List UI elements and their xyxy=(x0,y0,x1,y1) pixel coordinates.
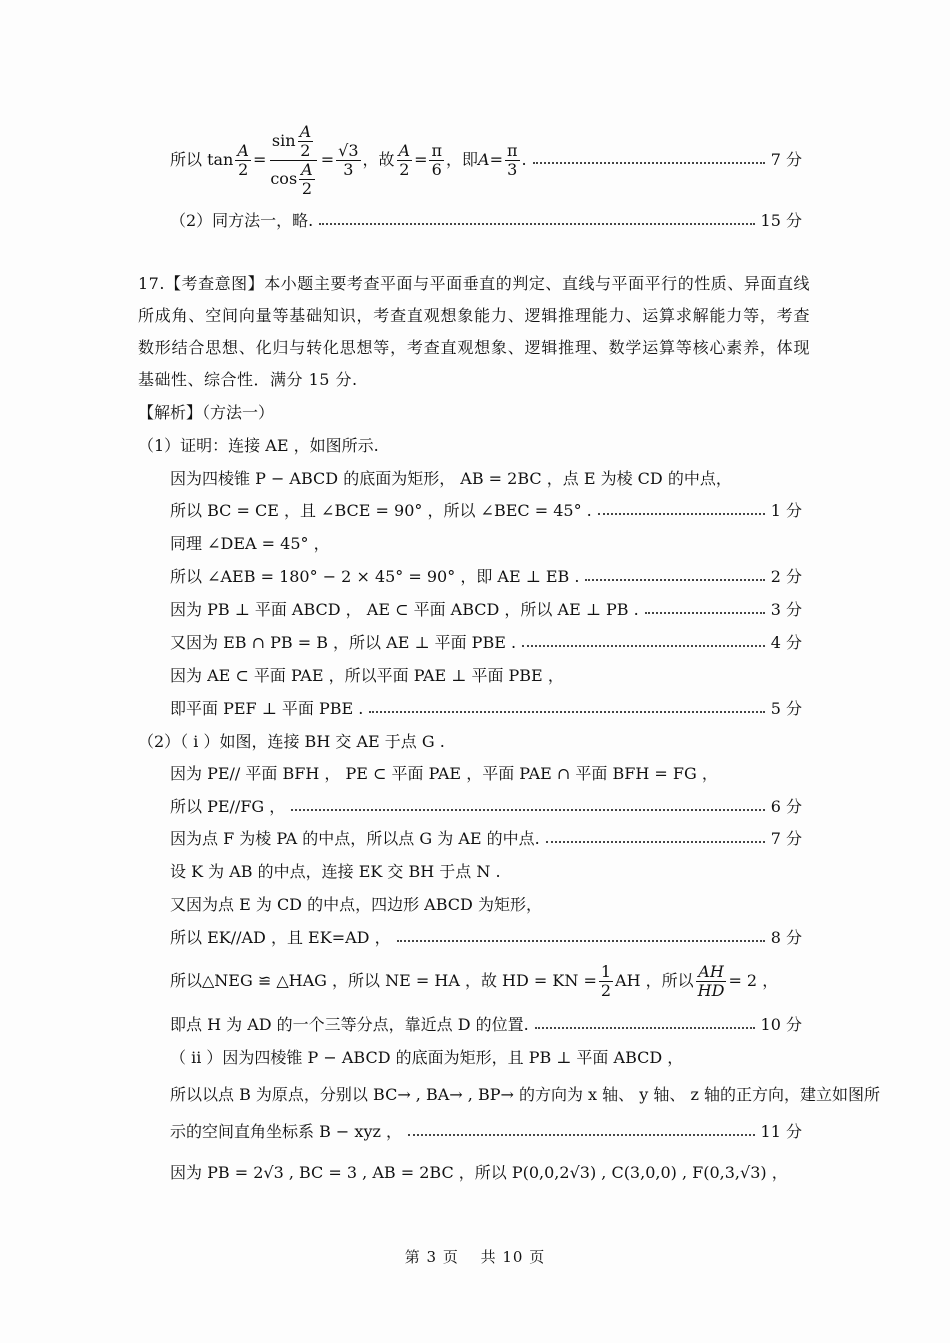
solution-line xyxy=(170,796,802,818)
leader-dots xyxy=(291,809,764,811)
page-footer: 第 3 页 共 10 页 xyxy=(404,1248,546,1266)
solution-line: 因为 AE ⊂ 平面 PAE ，所以平面 PAE ⊥ 平面 PBE ， xyxy=(170,666,564,685)
math-text: . xyxy=(521,150,527,169)
analysis-heading: 【解析】（方法一） xyxy=(138,403,275,422)
math-text: ，即 xyxy=(446,150,479,169)
leader-dots xyxy=(319,223,754,225)
line-text: 因为点 F 为棱 PA 的中点，所以点 G 为 AE 的中点. xyxy=(170,829,540,848)
line-text: （2）同方法一，略. xyxy=(170,211,314,230)
line-text: 所以 PE//FG ， xyxy=(170,797,286,816)
solution-line: 因为四棱锥 P − ABCD 的底面为矩形， AB = 2BC ，点 E 为棱 CD 的中点， xyxy=(170,469,732,488)
sin-over-cos-fraction: sin $\frac{A}{2}$ cos $\frac{A}{2}$ xyxy=(268,123,318,198)
solution-line xyxy=(170,698,802,720)
solution-line xyxy=(170,210,802,232)
leader-dots xyxy=(546,841,765,843)
question-17-intro: 17.【考查意图】本小题主要考查平面与平面垂直的判定、直线与平面平行的性质、异面直线所成角、空间向量等基础知识，考查直观想象能力、逻辑推理能力、运算求解能力等，考查数形结合思想、化归与转化思想等，考查直观想象、逻辑推理、数学运算等核心素养，体现基础性、综合性．满分 15 分. xyxy=(138,274,810,389)
line-text: AH ，所以 xyxy=(615,971,694,990)
part-2-heading: （2）（ i ）如图，连接 BH 交 AE 于点 G . xyxy=(138,732,445,751)
math-text: = xyxy=(489,150,503,169)
solution-line: 又因为点 E 为 CD 的中点，四边形 ABCD 为矩形， xyxy=(170,895,542,914)
solution-line: 同理 ∠DEA = 45° ， xyxy=(170,534,330,553)
score-label: 6 分 xyxy=(770,797,802,816)
leader-dots xyxy=(598,513,765,515)
leader-dots xyxy=(535,1027,755,1029)
solution-line xyxy=(170,632,802,654)
line-text: 即点 H 为 AD 的一个三等分点，靠近点 D 的位置. xyxy=(170,1015,529,1034)
fraction: $\frac{√3}{3}$ xyxy=(338,140,359,179)
solution-line xyxy=(170,1014,802,1036)
score-label: 3 分 xyxy=(770,600,802,619)
score-label: 1 分 xyxy=(770,501,802,520)
line-text: 所以 ∠AEB = 180° − 2 × 45° = 90° ，即 AE ⊥ EB . xyxy=(170,567,580,586)
line-text: 所以△NEG ≌ △HAG ，所以 NE = HA ，故 HD = KN = xyxy=(170,971,597,990)
score-label: 11 分 xyxy=(760,1122,802,1141)
math-text: ，故 xyxy=(362,150,395,169)
leader-dots xyxy=(522,645,765,647)
score-label: 10 分 xyxy=(760,1015,802,1034)
solution-line xyxy=(170,927,802,949)
line-text: = 2 ， xyxy=(728,971,779,990)
solution-line xyxy=(170,599,802,621)
fraction: $\frac{A}{2}$ xyxy=(237,140,249,179)
fraction: $\frac{1}{2}$ xyxy=(600,961,612,1000)
solution-line xyxy=(170,500,802,522)
solution-line: （ ii ）因为四棱锥 P − ABCD 的底面为矩形，且 PB ⊥ 平面 ABCD ， xyxy=(170,1048,684,1067)
line-text: 又因为 EB ∩ PB = B ，所以 AE ⊥ 平面 PBE . xyxy=(170,633,517,652)
leader-dots xyxy=(533,162,765,164)
score-label: 7 分 xyxy=(770,150,802,169)
score-label: 15 分 xyxy=(760,211,802,230)
math-var: A xyxy=(478,150,490,169)
fraction: $\frac{A}{2}$ xyxy=(398,140,411,179)
solution-line: 因为 PE// 平面 BFH ， PE ⊂ 平面 PAE ，平面 PAE ∩ 平面 BFH = FG ， xyxy=(170,764,718,783)
leader-dots xyxy=(369,711,764,713)
math-text: = xyxy=(252,150,267,169)
fraction: $\frac{\pi}{6}$ xyxy=(431,140,442,179)
math-text: = xyxy=(414,150,428,169)
line-text: 因为 PB ⊥ 平面 ABCD ， AE ⊂ 平面 ABCD ，所以 AE ⊥ PB . xyxy=(170,600,639,619)
solution-line: 所以以点 B 为原点，分别以 BC→ , BA→ , BP→ 的方向为 x 轴、 y 轴、 z 轴的正方向，建立如图所 xyxy=(170,1085,880,1104)
solution-line: 设 K 为 AB 的中点，连接 EK 交 BH 于点 N . xyxy=(170,862,501,881)
line-text: 所以 EK//AD ，且 EK=AD ， xyxy=(170,928,391,947)
tan-half-angle-line xyxy=(170,120,802,200)
part-1-heading: （1）证明：连接 AE ，如图所示. xyxy=(138,436,379,455)
leader-dots xyxy=(397,940,765,942)
leader-dots xyxy=(585,579,764,581)
fraction: $\frac{AH}{HD}$ xyxy=(697,961,725,1000)
score-label: 4 分 xyxy=(770,633,802,652)
fraction: $\frac{\pi}{3}$ xyxy=(506,140,518,179)
score-label: 8 分 xyxy=(770,928,802,947)
solution-line: 因为 PB = 2√3 , BC = 3 , AB = 2BC ，所以 P(0,0,2√3) , C(3,0,0) , F(0,3,√3) ， xyxy=(170,1163,788,1182)
solution-line xyxy=(170,958,778,1004)
solution-line xyxy=(170,828,802,850)
line-text: 所以 BC = CE ，且 ∠BCE = 90° ，所以 ∠BEC = 45° . xyxy=(170,501,592,520)
line-text: 示的空间直角坐标系 B − xyz ， xyxy=(170,1122,403,1141)
score-label: 5 分 xyxy=(770,699,802,718)
score-label: 7 分 xyxy=(770,829,802,848)
math-text: 所以 tan xyxy=(170,150,234,169)
line-text: 即平面 PEF ⊥ 平面 PBE . xyxy=(170,699,364,718)
solution-line xyxy=(170,1121,802,1143)
leader-dots xyxy=(408,1134,755,1136)
solution-line xyxy=(170,566,802,588)
math-text: = xyxy=(320,150,335,169)
score-label: 2 分 xyxy=(770,567,802,586)
leader-dots xyxy=(645,612,765,614)
